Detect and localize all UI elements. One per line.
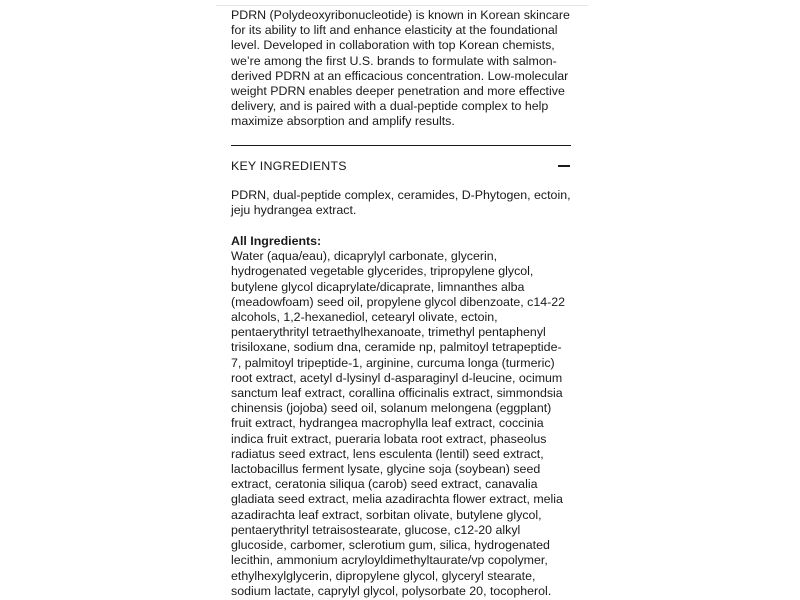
product-details-panel [231, 8, 571, 599]
product-description: PDRN (Polydeoxyribonucleotide) is known in Korean skincare for its ability to lift and enhance elasticity at the foundational level. Developed in collaboration with top Korean chemists, we’re among the first U.S. brands to formulate with salmon-derived PDRN at an efficacious concentration. Low-molecular weight PDRN enables deeper penetration and more effective delivery, and is paired with a dual-peptide complex to help maximize absorption and amplify results. [231, 8, 570, 129]
all-ingredients-list: Water (aqua/eau), dicaprylyl carbonate, glycerin, hydrogenated vegetable glycerides, tripropylene glycol, butylene glycol dicaprylate/dicaprate, limnanthes alba (meadowfoam) seed oil, propylene glycol dibenzoate, c14-22 alcohols, 1,2-hexanediol, cetearyl olivate, ectoin, pentaerythrityl tetraethylhexanoate, trimethyl pentaphenyl trisiloxane, sodium dna, ceramide np, palmitoyl tetrapeptide-7, palmitoyl tripeptide-1, arginine, curcuma longa (turmeric) root extract, acetyl d-lysinyl d-asparaginyl d-leucine, ocimum sanctum leaf extract, corallina officinalis extract, simmondsia chinensis (jojoba) seed oil, solanum melongena (eggplant) fruit extract, hydrangea macrophylla leaf extract, coccinia indica fruit extract, pueraria lobata root extract, phaseolus radiatus seed extract, lens esculenta (lentil) seed extract, lactobacillus ferment lysate, glycine soja (soybean) seed extract, ceratonia siliqua (carob) seed extract, canavalia gladiata seed extract, melia azadirachta flower extract, melia azadirachta leaf extract, sorbitan olivate, butylene glycol, pentaerythrityl tetraisostearate, glucose, c12-20 alkyl glucoside, carbomer, sclerotium gum, silica, hydrogenated lecithin, ammonium acryloyldimethyltaurate/vp copolymer, ethylhexylglycerin, dipropylene glycol, glyceryl stearate, sodium lactate, caprylyl glycol, polysorbate 20, tocopherol. [231, 249, 566, 598]
all-ingredients-label: All Ingredients: [231, 234, 322, 249]
key-ingredients-accordion [231, 145, 571, 599]
minus-icon[interactable] [558, 165, 570, 167]
top-divider [216, 5, 588, 6]
key-ingredients-toggle[interactable] [231, 146, 571, 187]
key-ingredients-title: KEY INGREDIENTS [231, 158, 347, 173]
key-ingredients-list: PDRN, dual-peptide complex, ceramides, D-Phytogen, ectoin, jeju hydrangea extract. [231, 187, 571, 217]
